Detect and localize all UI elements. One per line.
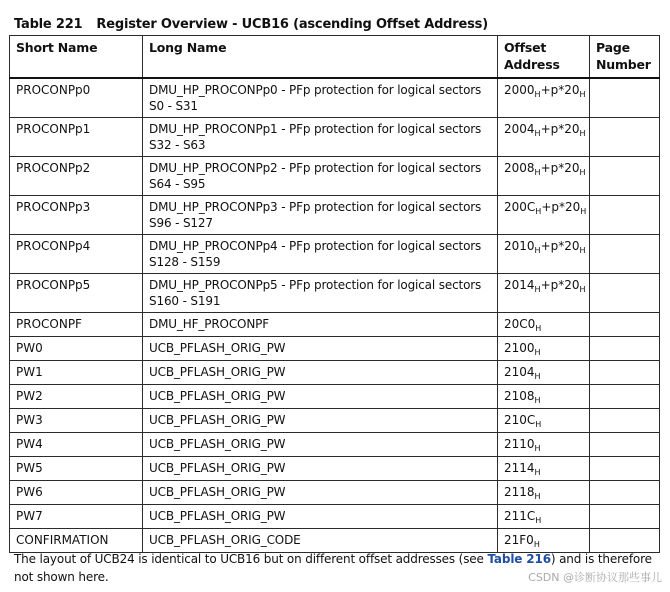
footer-text-after: ) and is therefore not shown here.: [14, 552, 652, 584]
cell-long-name: UCB_PFLASH_ORIG_PW: [143, 457, 498, 481]
table-216-link[interactable]: Table 216: [487, 552, 551, 566]
offset-value: 2010: [504, 239, 535, 253]
table-row: [10, 433, 660, 457]
table-row: [10, 313, 660, 337]
cell-offset-address: [498, 505, 590, 529]
offset-value: 211C: [504, 509, 536, 523]
cell-page-number: [590, 505, 660, 529]
cell-page-number: [590, 274, 660, 313]
offset-value: 2114: [504, 461, 535, 475]
cell-short-name: PROCONPp2: [10, 157, 143, 196]
cell-long-name: DMU_HP_PROCONPp1 - PFp protection for logical sectors S32 - S63: [143, 118, 498, 157]
cell-short-name: PW0: [10, 337, 143, 361]
offset-value: 2108: [504, 389, 535, 403]
cell-long-name: DMU_HP_PROCONPp2 - PFp protection for logical sectors S64 - S95: [143, 157, 498, 196]
offset-hex-subscript: H: [534, 168, 541, 177]
cell-long-name: DMU_HP_PROCONPp4 - PFp protection for logical sectors S128 - S159: [143, 235, 498, 274]
footer-text-before: The layout of UCB24 is identical to UCB16 but on different offset addresses (see: [14, 552, 488, 566]
offset-hex-subscript: H: [534, 492, 541, 501]
offset-hex-subscript: H: [534, 348, 541, 357]
offset-suffix-subscript: H: [580, 207, 587, 216]
cell-long-name: UCB_PFLASH_ORIG_PW: [143, 481, 498, 505]
cell-offset-address: [498, 529, 590, 553]
offset-hex-subscript: H: [534, 396, 541, 405]
table-row: [10, 274, 660, 313]
watermark: CSDN @诊断协议那些事儿: [528, 571, 662, 584]
offset-hex-subscript: H: [534, 444, 541, 453]
offset-hex-subscript: H: [534, 246, 541, 255]
table-row: [10, 457, 660, 481]
offset-value: 2110: [504, 437, 535, 451]
cell-short-name: PW6: [10, 481, 143, 505]
cell-short-name: PW7: [10, 505, 143, 529]
cell-long-name: UCB_PFLASH_ORIG_PW: [143, 409, 498, 433]
cell-short-name: PROCONPp0: [10, 78, 143, 118]
header-page-number: Page Number: [590, 36, 660, 79]
header-offset-address: Offset Address: [498, 36, 590, 79]
offset-value: 21F0: [504, 533, 534, 547]
cell-offset-address: [498, 457, 590, 481]
cell-long-name: DMU_HP_PROCONPp5 - PFp protection for logical sectors S160 - S191: [143, 274, 498, 313]
cell-short-name: PW5: [10, 457, 143, 481]
cell-offset-address: [498, 337, 590, 361]
table-caption: [14, 17, 488, 32]
offset-value: 200C: [504, 200, 536, 214]
offset-hex-subscript: H: [535, 324, 542, 333]
cell-short-name: PW3: [10, 409, 143, 433]
offset-value: 2104: [504, 365, 535, 379]
table-row: [10, 529, 660, 553]
offset-suffix: +p*20: [540, 83, 580, 97]
cell-page-number: [590, 481, 660, 505]
cell-page-number: [590, 118, 660, 157]
offset-hex-subscript: H: [535, 420, 542, 429]
header-long-name: Long Name: [143, 36, 498, 79]
offset-value: 210C: [504, 413, 536, 427]
offset-suffix-subscript: H: [579, 246, 586, 255]
cell-page-number: [590, 337, 660, 361]
cell-offset-address: [498, 157, 590, 196]
cell-offset-address: [498, 361, 590, 385]
offset-suffix: +p*20: [540, 278, 580, 292]
table-row: [10, 385, 660, 409]
table-header-row: [10, 36, 660, 79]
cell-short-name: PROCONPp5: [10, 274, 143, 313]
register-overview-table: [9, 35, 660, 553]
offset-hex-subscript: H: [534, 129, 541, 138]
cell-page-number: [590, 313, 660, 337]
offset-hex-subscript: H: [534, 372, 541, 381]
cell-short-name: PW4: [10, 433, 143, 457]
cell-long-name: DMU_HF_PROCONPF: [143, 313, 498, 337]
offset-hex-subscript: H: [534, 285, 541, 294]
cell-page-number: [590, 196, 660, 235]
table-row: [10, 157, 660, 196]
table-body: [10, 78, 660, 553]
cell-long-name: UCB_PFLASH_ORIG_PW: [143, 505, 498, 529]
cell-page-number: [590, 235, 660, 274]
offset-value: 2118: [504, 485, 535, 499]
offset-value: 2004: [504, 122, 535, 136]
cell-long-name: DMU_HP_PROCONPp0 - PFp protection for logical sectors S0 - S31: [143, 78, 498, 118]
offset-value: 2008: [504, 161, 535, 175]
offset-value: 2000: [504, 83, 535, 97]
offset-suffix: +p*20: [540, 239, 580, 253]
cell-short-name: PW1: [10, 361, 143, 385]
table-row: [10, 481, 660, 505]
offset-hex-subscript: H: [535, 207, 542, 216]
offset-suffix: +p*20: [540, 161, 580, 175]
cell-page-number: [590, 157, 660, 196]
offset-suffix: +p*20: [541, 200, 581, 214]
cell-long-name: UCB_PFLASH_ORIG_PW: [143, 433, 498, 457]
cell-offset-address: [498, 235, 590, 274]
cell-page-number: [590, 433, 660, 457]
cell-offset-address: [498, 274, 590, 313]
cell-short-name: PROCONPp1: [10, 118, 143, 157]
offset-value: 2100: [504, 341, 535, 355]
table-row: [10, 78, 660, 118]
table-row: [10, 337, 660, 361]
cell-offset-address: [498, 313, 590, 337]
offset-suffix-subscript: H: [579, 90, 586, 99]
cell-short-name: PW2: [10, 385, 143, 409]
table-row: [10, 409, 660, 433]
header-short-name: Short Name: [10, 36, 143, 79]
offset-hex-subscript: H: [534, 90, 541, 99]
offset-suffix: +p*20: [540, 122, 580, 136]
offset-hex-subscript: H: [535, 516, 542, 525]
cell-offset-address: [498, 196, 590, 235]
cell-page-number: [590, 361, 660, 385]
cell-short-name: PROCONPp4: [10, 235, 143, 274]
cell-long-name: UCB_PFLASH_ORIG_CODE: [143, 529, 498, 553]
offset-hex-subscript: H: [534, 468, 541, 477]
offset-value: 2014: [504, 278, 535, 292]
cell-long-name: UCB_PFLASH_ORIG_PW: [143, 361, 498, 385]
cell-short-name: CONFIRMATION: [10, 529, 143, 553]
offset-value: 20C0: [504, 317, 536, 331]
cell-offset-address: [498, 118, 590, 157]
cell-page-number: [590, 385, 660, 409]
table-row: [10, 235, 660, 274]
cell-short-name: PROCONPF: [10, 313, 143, 337]
cell-long-name: UCB_PFLASH_ORIG_PW: [143, 337, 498, 361]
offset-suffix-subscript: H: [579, 129, 586, 138]
cell-page-number: [590, 78, 660, 118]
cell-offset-address: [498, 481, 590, 505]
table-row: [10, 505, 660, 529]
cell-offset-address: [498, 433, 590, 457]
table-row: [10, 196, 660, 235]
table-title: Register Overview - UCB16 (ascending Offset Address): [96, 17, 488, 32]
cell-page-number: [590, 409, 660, 433]
cell-offset-address: [498, 78, 590, 118]
offset-suffix-subscript: H: [579, 285, 586, 294]
cell-offset-address: [498, 409, 590, 433]
offset-suffix-subscript: H: [579, 168, 586, 177]
table-row: [10, 118, 660, 157]
cell-short-name: PROCONPp3: [10, 196, 143, 235]
table-number: Table 221: [14, 17, 83, 32]
cell-page-number: [590, 457, 660, 481]
cell-long-name: UCB_PFLASH_ORIG_PW: [143, 385, 498, 409]
cell-offset-address: [498, 385, 590, 409]
cell-page-number: [590, 529, 660, 553]
cell-long-name: DMU_HP_PROCONPp3 - PFp protection for logical sectors S96 - S127: [143, 196, 498, 235]
table-row: [10, 361, 660, 385]
offset-hex-subscript: H: [533, 540, 540, 549]
